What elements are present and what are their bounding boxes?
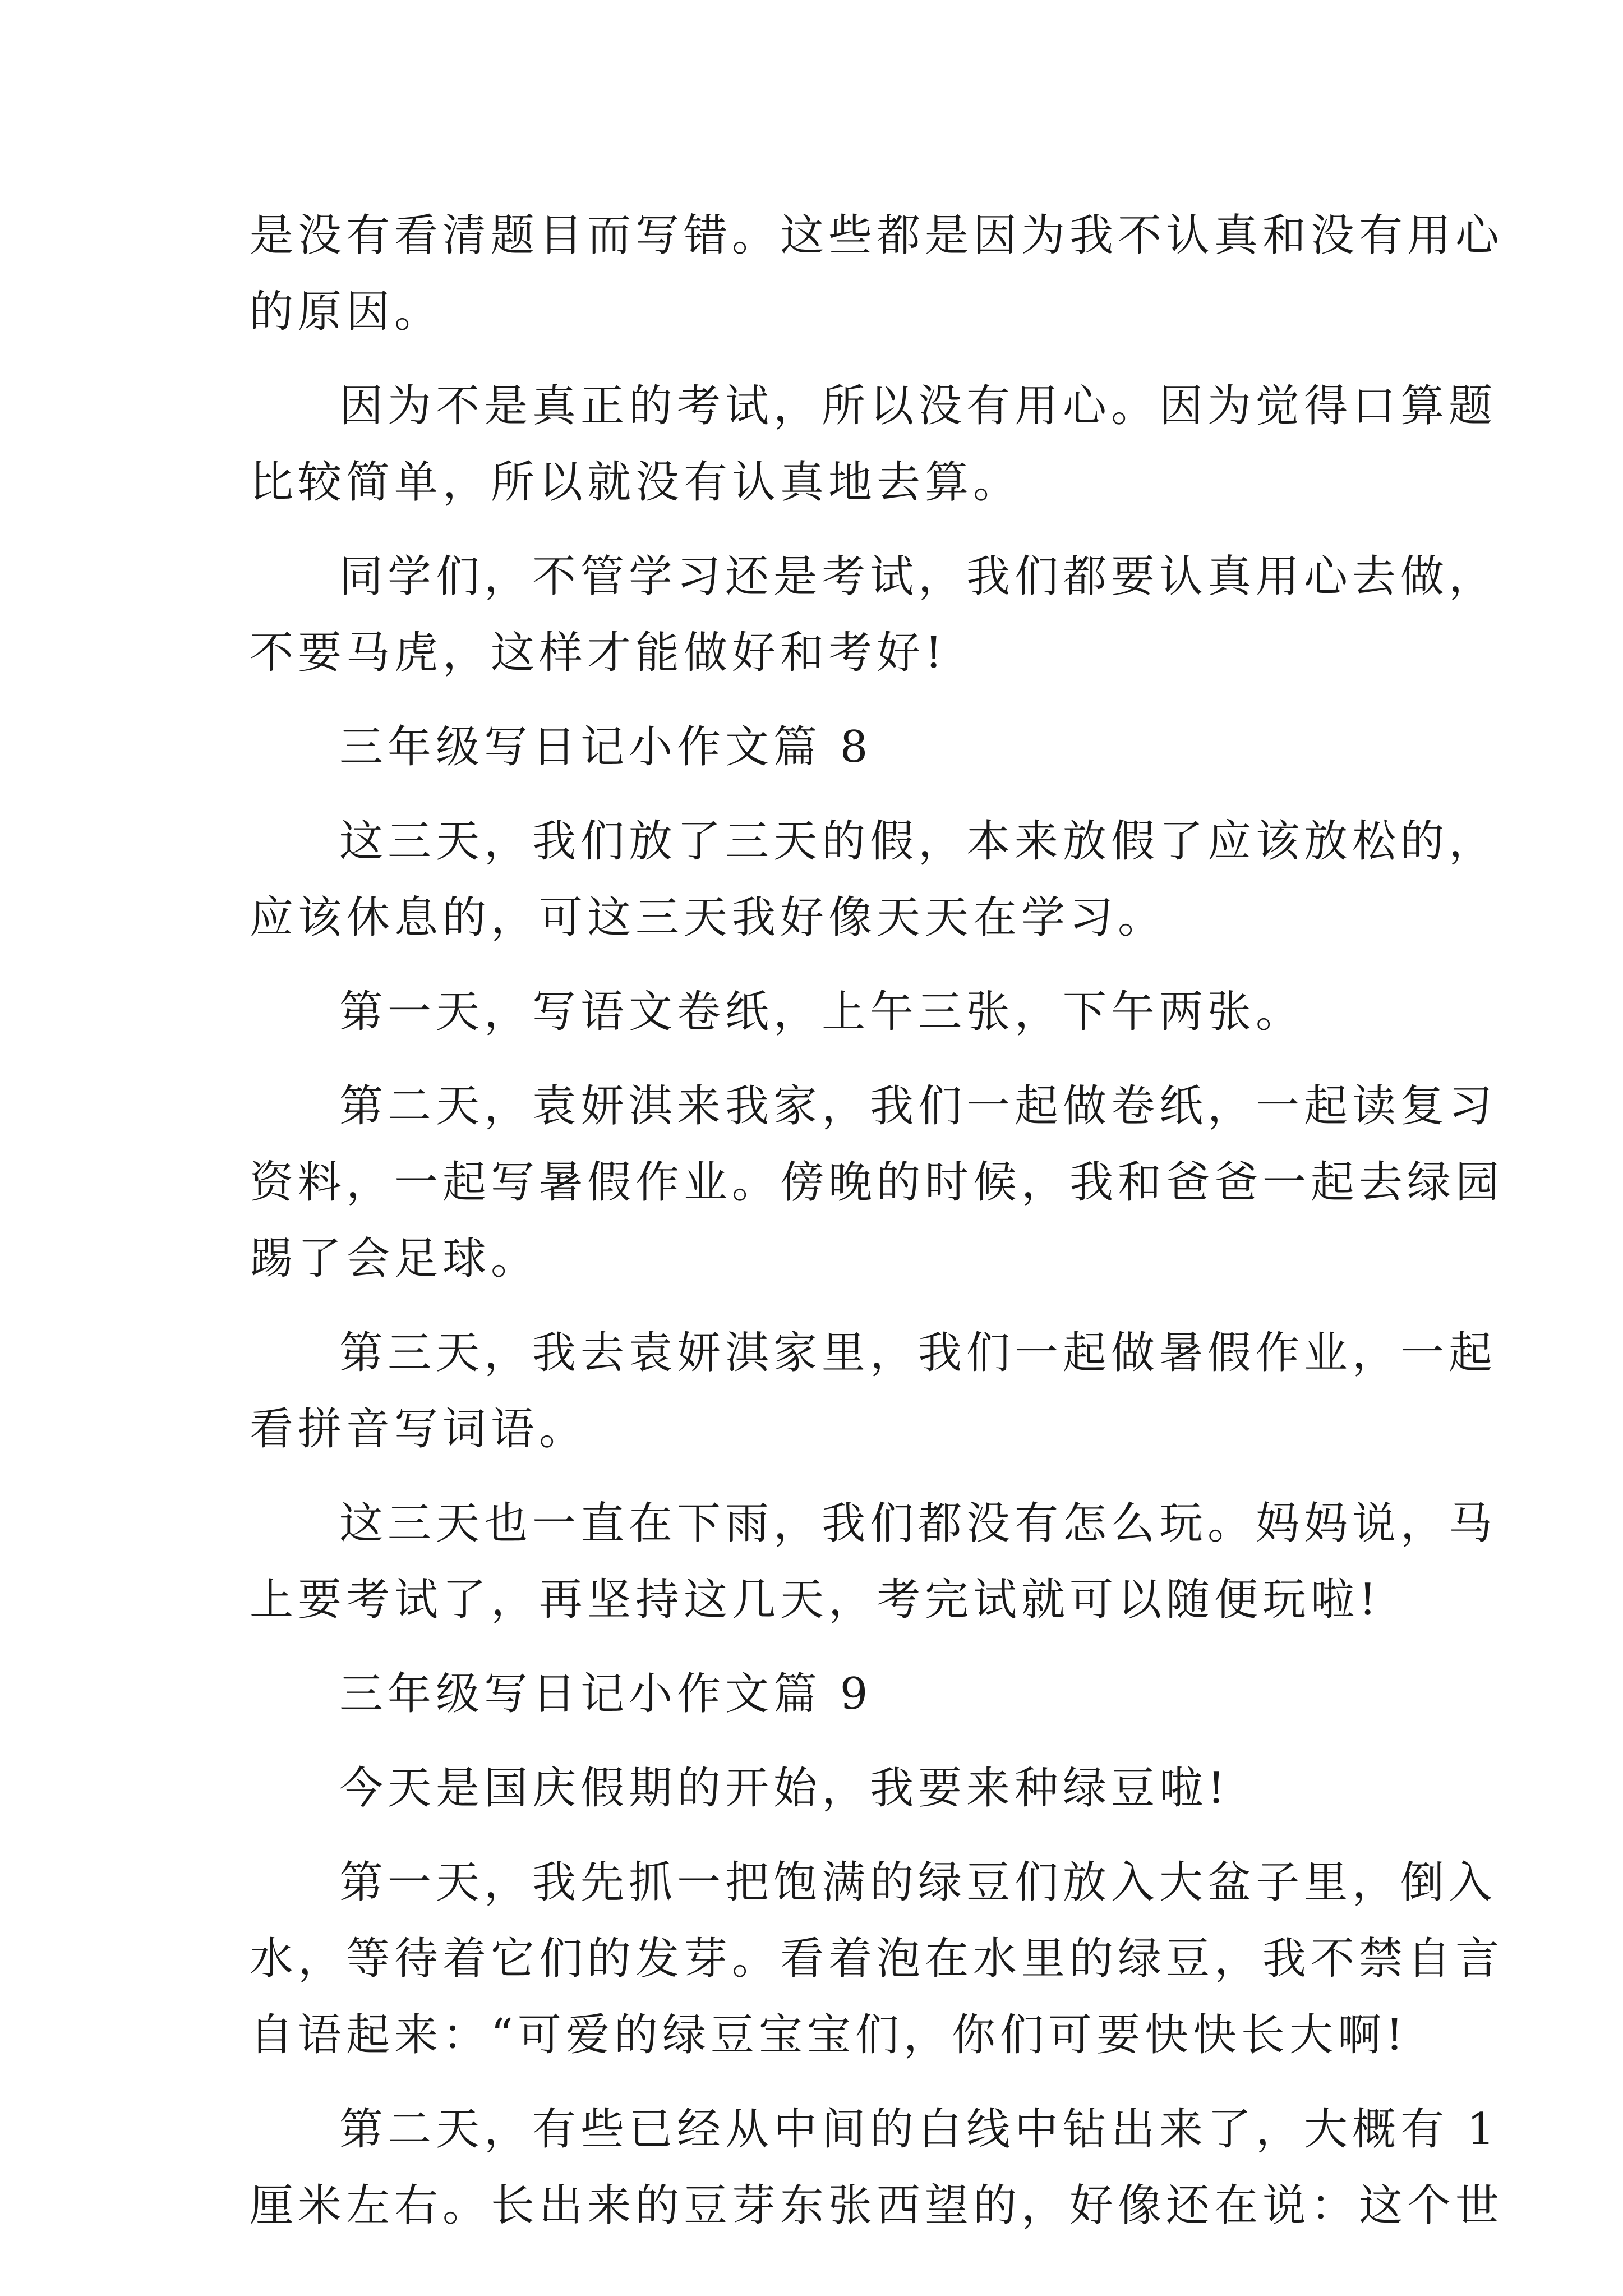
text-line: 第一天，我先抓一把饱满的绿豆们放入大盆子里，倒入 — [339, 1857, 1497, 1908]
text-line: 比较简单，所以就没有认真地去算。 — [250, 457, 1022, 508]
text-line: 同学们，不管学习还是考试，我们都要认真用心去做， — [339, 551, 1497, 602]
text-line: 水，等待着它们的发芽。看着泡在水里的绿豆，我不禁自言 — [250, 1934, 1504, 1984]
text-line: 第一天，写语文卷纸，上午三张，下午两张。 — [339, 987, 1304, 1037]
text-line: 应该休息的，可这三天我好像天天在学习。 — [250, 892, 1166, 943]
text-line: 第二天，有些已经从中间的白线中钻出来了，大概有 1 — [339, 2104, 1500, 2155]
text-line: 上要考试了，再坚持这几天，考完试就可以随便玩啦! — [250, 1575, 1381, 1625]
document-body — [250, 197, 1504, 2244]
text-line: 这三天也一直在下雨，我们都没有怎么玩。妈妈说，马 — [339, 1498, 1497, 1549]
text-line: 看拼音写词语。 — [250, 1404, 588, 1455]
text-line: 踢了会足球。 — [250, 1234, 540, 1284]
text-line: 今天是国庆假期的开始，我要来种绿豆啦! — [339, 1763, 1230, 1814]
text-line: 第二天，袁妍淇来我家，我们一起做卷纸，一起读复习 — [339, 1081, 1497, 1131]
section-heading: 三年级写日记小作文篇 9 — [339, 1669, 873, 1719]
text-line: 不要马虎，这样才能做好和考好! — [250, 628, 947, 678]
text-line: 第三天，我去袁妍淇家里，我们一起做暑假作业，一起 — [339, 1328, 1497, 1378]
text-line: 因为不是真正的考试，所以没有用心。因为觉得口算题 — [339, 381, 1497, 431]
text-line: 自语起来：“可爱的绿豆宝宝们，你们可要快快长大啊! — [250, 2010, 1408, 2060]
text-line: 厘米左右。长出来的豆芽东张西望的，好像还在说：这个世 — [250, 2180, 1504, 2231]
text-line: 资料，一起写暑假作业。傍晚的时候，我和爸爸一起去绿园 — [250, 1157, 1504, 1208]
text-line: 是没有看清题目而写错。这些都是因为我不认真和没有用心 — [250, 210, 1504, 261]
section-heading: 三年级写日记小作文篇 8 — [339, 722, 873, 772]
text-line: 这三天，我们放了三天的假，本来放假了应该放松的， — [339, 816, 1497, 867]
text-line: 的原因。 — [250, 287, 443, 337]
